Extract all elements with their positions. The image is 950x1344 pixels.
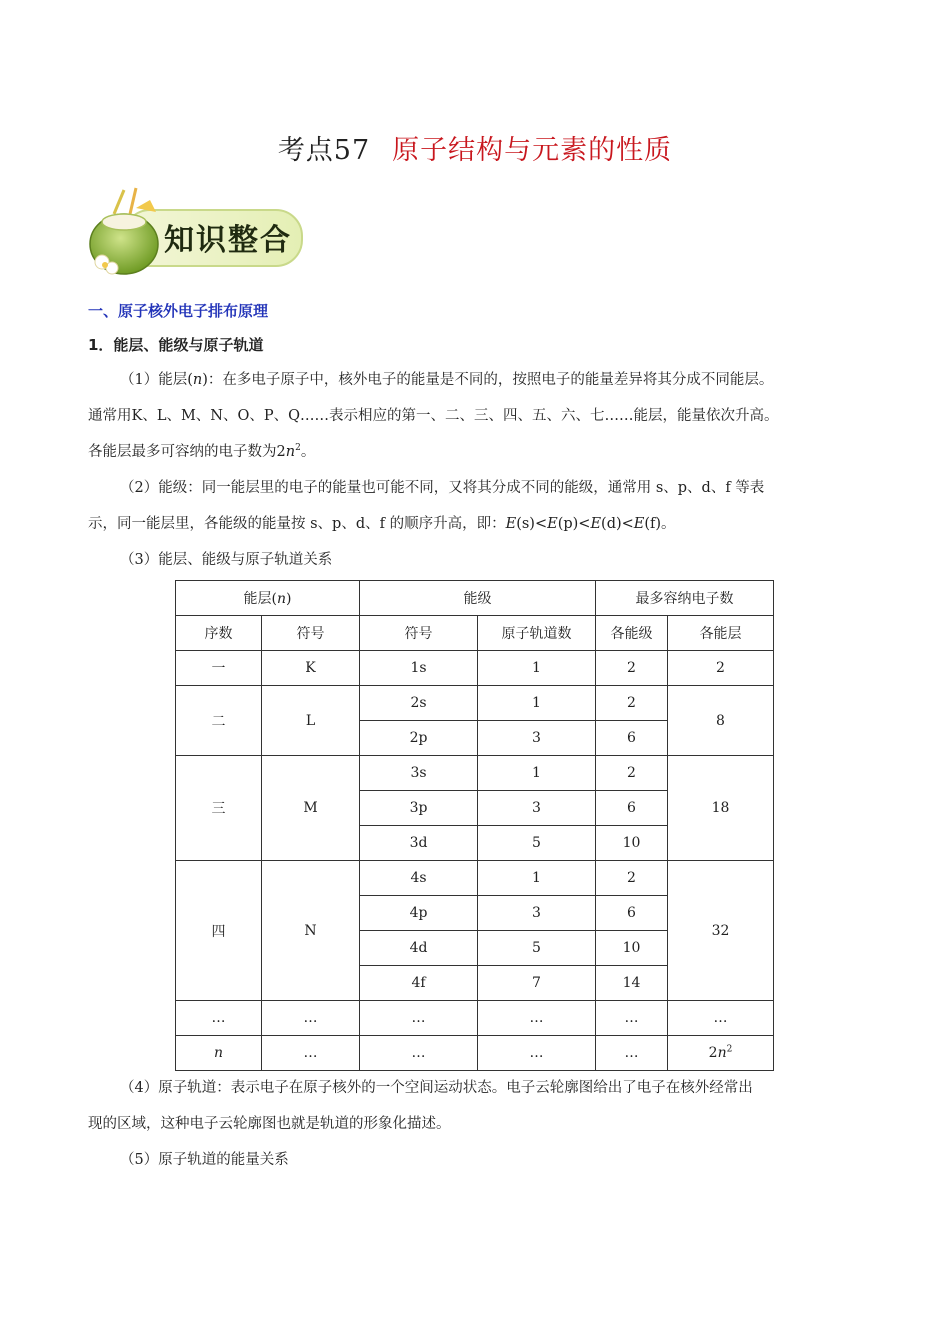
- ellipsis-cell: …: [596, 1001, 668, 1036]
- level-electrons: 2: [596, 686, 668, 721]
- table-row-ellipsis: [176, 1001, 774, 1036]
- ellipsis-cell: …: [668, 1001, 774, 1036]
- layer-symbol: K: [262, 651, 360, 686]
- level-electrons: 10: [596, 826, 668, 861]
- level-symbol: 2s: [360, 686, 478, 721]
- orbital-table: [175, 580, 774, 1071]
- orbital-count: 5: [478, 826, 596, 861]
- coconut-drink-icon: [90, 188, 158, 274]
- level-electrons: 6: [596, 791, 668, 826]
- p1-line3: 各能层最多可容纳的电子数为$2n^2$。: [88, 443, 316, 460]
- level-electrons: 2: [596, 651, 668, 686]
- ellipsis-cell: …: [262, 1001, 360, 1036]
- table-subheader-row: [176, 616, 774, 651]
- paragraph-energy-layer: [88, 362, 878, 470]
- p2-line1: （2）能级：同一能层里的电子的能量也可能不同，又将其分成不同的能级，通常用 s、p、d、f 等表: [120, 480, 765, 496]
- orbital-count: …: [478, 1036, 596, 1071]
- header-energy-layer: 能层(n): [176, 581, 360, 616]
- level-electrons: 6: [596, 896, 668, 931]
- paragraph-orbital-energy: [88, 1142, 878, 1178]
- title-topic: 原子结构与元素的性质: [392, 135, 673, 166]
- level-symbol: 3s: [360, 756, 478, 791]
- level-symbol: 3p: [360, 791, 478, 826]
- subheader-cell: 序数: [176, 616, 262, 651]
- orbital-count: 3: [478, 791, 596, 826]
- orbital-count: 1: [478, 686, 596, 721]
- layer-total: 8: [668, 686, 774, 756]
- orbital-count: 1: [478, 651, 596, 686]
- table-row: [176, 756, 774, 791]
- level-symbol: …: [360, 1036, 478, 1071]
- orbital-count: 5: [478, 931, 596, 966]
- paragraph-relation: [88, 542, 878, 578]
- p4-line2: 现的区域，这种电子云轮廓图也就是轨道的形象化描述。: [88, 1116, 451, 1132]
- subheader-cell: 各能级: [596, 616, 668, 651]
- p2-line2: 示，同一能层里，各能级的能量按 s、p、d、f 的顺序升高，即：E(s)<E(p)<E(d)<E(f)。: [88, 516, 676, 532]
- subheader-cell: 符号: [262, 616, 360, 651]
- level-electrons: …: [596, 1036, 668, 1071]
- level-symbol: 4d: [360, 931, 478, 966]
- level-electrons: 6: [596, 721, 668, 756]
- level-electrons: 14: [596, 966, 668, 1001]
- level-symbol: 2p: [360, 721, 478, 756]
- title-number: 考点57: [277, 135, 371, 166]
- subheader-cell: 各能层: [668, 616, 774, 651]
- layer-ordinal: n: [176, 1036, 262, 1071]
- ellipsis-cell: …: [176, 1001, 262, 1036]
- level-symbol: 4p: [360, 896, 478, 931]
- table-row: [176, 651, 774, 686]
- level-symbol: 4s: [360, 861, 478, 896]
- orbital-count: 1: [478, 861, 596, 896]
- knowledge-banner: [84, 186, 306, 278]
- level-symbol: 4f: [360, 966, 478, 1001]
- p1-line2: 通常用K、L、M、N、O、P、Q……表示相应的第一、二、三、四、五、六、七……能层，能量依次升高。: [88, 408, 779, 424]
- orbital-count: 7: [478, 966, 596, 1001]
- layer-ordinal: 三: [176, 756, 262, 861]
- layer-ordinal: 四: [176, 861, 262, 1001]
- ellipsis-cell: …: [360, 1001, 478, 1036]
- header-max-electrons: 最多容纳电子数: [596, 581, 774, 616]
- table-header-row: [176, 581, 774, 616]
- layer-total: $2n^2$: [668, 1036, 774, 1071]
- layer-symbol: L: [262, 686, 360, 756]
- banner-label: 知识整合: [164, 223, 292, 258]
- layer-ordinal: 二: [176, 686, 262, 756]
- p1-line1: （1）能层(n)：在多电子原子中，核外电子的能量是不同的，按照电子的能量差异将其分成不同能层。: [120, 372, 774, 388]
- layer-symbol: …: [262, 1036, 360, 1071]
- paragraph-energy-level: [88, 470, 878, 542]
- ellipsis-cell: …: [478, 1001, 596, 1036]
- section-heading: 一、原子核外电子排布原理: [88, 302, 269, 320]
- layer-total: 2: [668, 651, 774, 686]
- level-electrons: 2: [596, 756, 668, 791]
- p4-line1: （4）原子轨道：表示电子在原子核外的一个空间运动状态。电子云轮廓图给出了电子在核外经常出: [120, 1080, 753, 1096]
- subheader-cell: 原子轨道数: [478, 616, 596, 651]
- orbital-count: 1: [478, 756, 596, 791]
- page-title: [0, 128, 950, 167]
- level-electrons: 2: [596, 861, 668, 896]
- subsection-heading: 1．能层、能级与原子轨道: [88, 336, 264, 354]
- layer-total: 32: [668, 861, 774, 1001]
- subheader-cell: 符号: [360, 616, 478, 651]
- paragraph-orbital: [88, 1070, 878, 1142]
- layer-ordinal: 一: [176, 651, 262, 686]
- table-row: [176, 686, 774, 721]
- orbital-count: 3: [478, 896, 596, 931]
- table-row-n: [176, 1036, 774, 1071]
- p3-line1: （3）能层、能级与原子轨道关系: [120, 552, 333, 568]
- layer-symbol: N: [262, 861, 360, 1001]
- layer-symbol: M: [262, 756, 360, 861]
- p5-line1: （5）原子轨道的能量关系: [120, 1152, 289, 1168]
- header-energy-level: 能级: [360, 581, 596, 616]
- level-electrons: 10: [596, 931, 668, 966]
- level-symbol: 3d: [360, 826, 478, 861]
- level-symbol: 1s: [360, 651, 478, 686]
- layer-total: 18: [668, 756, 774, 861]
- orbital-count: 3: [478, 721, 596, 756]
- table-row: [176, 861, 774, 896]
